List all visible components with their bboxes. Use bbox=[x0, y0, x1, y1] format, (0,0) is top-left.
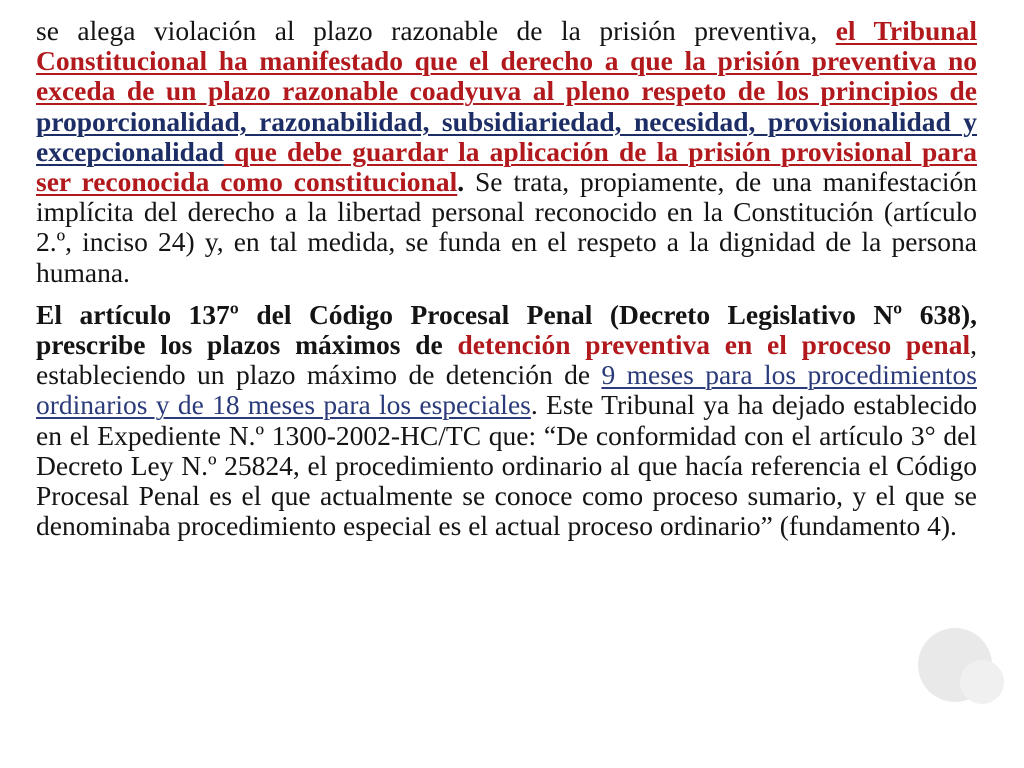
paragraph2-bold-black: El artículo 137º del Código Procesal Penal (Decreto Legislativo Nº 638), prescribe los plazos máximos de bbox=[36, 298, 977, 361]
paragraph2-blue-underlined: 9 meses para los procedimientos ordinarios y de 18 meses para los especiales bbox=[36, 359, 977, 421]
decorative-circle-small bbox=[960, 660, 1004, 704]
paragraph2-mid: , estableciendo un plazo máximo de detención de bbox=[36, 329, 977, 391]
paragraph1-lead: se alega violación al plazo razonable de la prisión preventiva, bbox=[36, 15, 836, 46]
slide-body bbox=[36, 16, 977, 541]
paragraph2-tail: . Este Tribunal ya ha dejado establecido en el Expediente N.º 1300-2002-HC/TC que: “De conformidad con el artículo 3° del Decreto Ley N.º 25824, el procedimiento ordinario al que hacía referencia el Código Procesal Penal es el que actualmente se conoce como proceso sumario, y el que se denominaba procedimiento especial es el actual proceso ordinario” (fundamento 4). bbox=[36, 389, 977, 542]
paragraph1-blue-highlight: proporcionalidad, razonabilidad, subsidiariedad, necesidad, provisionalidad y excepcionalidad bbox=[36, 105, 977, 167]
paragraph1-period: . bbox=[457, 166, 465, 198]
paragraph1-red-highlight-2: que debe guardar la aplicación de la prisión provisional para ser reconocida como constitucional bbox=[36, 135, 977, 198]
paragraph-articulo-137 bbox=[36, 300, 977, 542]
paragraph1-tail: Se trata, propiamente, de una manifestación implícita del derecho a la libertad personal reconocido en la Constitución (artículo 2.º, inciso 24) y, en tal medida, se funda en el respeto a la dignidad de la persona humana. bbox=[36, 166, 977, 288]
paragraph1-red-highlight-1: el Tribunal Constitucional ha manifestado que el derecho a que la prisión preventiva no exceda de un plazo razonable coadyuva al pleno respeto de los principios de bbox=[36, 15, 977, 107]
paragraph-plazo-razonable bbox=[36, 16, 977, 288]
paragraph2-bold-red: detención preventiva en el proceso penal bbox=[442, 329, 971, 361]
